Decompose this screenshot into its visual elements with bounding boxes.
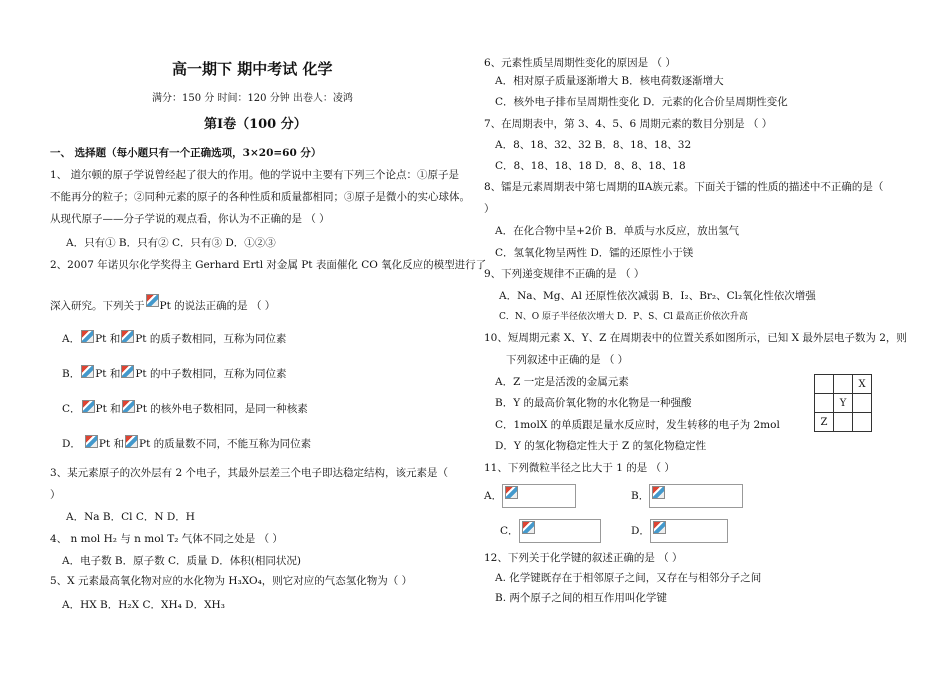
- isotope-image: [121, 330, 134, 343]
- q10-option-d: D．Y 的氢化物稳定性大于 Z 的氢化物稳定性: [495, 440, 707, 452]
- q5-options: A．HX B．H₂X C．XH₄ D．XH₃: [62, 599, 225, 611]
- q2-line2-end: Pt 的说法正确的是 （ ）: [159, 300, 276, 312]
- q1-line3: 从现代原子——分子学说的观点看，你认为不正确的是 （ ）: [50, 213, 330, 225]
- q2-d-text: Pt 的质量数不同，不能互称为同位素: [139, 438, 312, 450]
- isotope-image: [146, 294, 159, 307]
- q1-line1: 1、 道尔顿的原子学说曾经起了很大的作用。他的学说中主要有下列三个论点：①原子是: [50, 169, 460, 181]
- q11-b-label: B．: [631, 490, 650, 502]
- q12-option-b: B. 两个原子之间的相互作用叫化学键: [495, 592, 667, 604]
- grid-cell: [815, 394, 834, 413]
- formula-image-box: [502, 484, 576, 508]
- q4-line: 4、 n mol H₂ 与 n mol T₂ 气体不同之处是 （ ）: [50, 533, 283, 545]
- isotope-image: [82, 400, 95, 413]
- isotope-image: [85, 435, 98, 448]
- q9-options-1: A．Na、Mg、Al 还原性依次减弱 B．I₂、Br₂、Cl₂氧化性依次增强: [499, 290, 816, 302]
- grid-cell: [815, 375, 834, 394]
- q7-options-2: C．8、18、18、18 D．8、8、18、18: [495, 160, 686, 172]
- q1-line2: 不能再分的粒子；②同种元素的原子的各种性质和质量都相同；③原子是微小的实心球体。: [50, 191, 470, 203]
- q11-line: 11、下列微粒半径之比大于 1 的是 （ ）: [484, 462, 675, 474]
- q11-d-label: D．: [631, 525, 650, 537]
- q12-option-a: A. 化学键既存在于相邻原子之间，又存在与相邻分子之间: [495, 572, 762, 584]
- isotope-image: [121, 365, 134, 378]
- exam-title: 高一期下 期中考试 化学: [172, 60, 333, 78]
- part1-heading: 一、 选择题（每小题只有一个正确选项，3×20=60 分）: [50, 147, 322, 159]
- q8-options-1: A．在化合物中呈+2价 B．单质与水反应，放出氢气: [495, 225, 740, 237]
- q11-c-label: C．: [500, 525, 519, 537]
- q11-option-c: [500, 519, 601, 543]
- q10-line2: 下列叙述中正确的是 （ ）: [506, 354, 629, 366]
- grid-cell: [853, 413, 872, 432]
- q2-a-text: Pt 的质子数相同，互称为同位素: [135, 333, 287, 345]
- q2-c-text: Pt 的核外电子数相同，是同一种核素: [135, 403, 308, 415]
- q4-options: A．电子数 B．原子数 C．质量 D．体积(相同状况): [62, 555, 301, 567]
- q2-and: Pt 和: [98, 438, 125, 450]
- q2-line2-start: 深入研究。下列关于: [50, 300, 145, 312]
- q8-line2: ）: [484, 203, 495, 215]
- q10-option-b: B．Y 的最高价氧化物的水化物是一种强酸: [495, 397, 692, 409]
- q9-options-2: C．N、O 原子半径依次增大 D．P、S、Cl 最高正价依次升高: [499, 312, 748, 322]
- q2-b-text: Pt 的中子数相同，互称为同位素: [135, 368, 287, 380]
- formula-image-box: [649, 484, 743, 508]
- isotope-image: [122, 400, 135, 413]
- q11-a-label: A．: [484, 490, 503, 502]
- q6-options-2: C．核外电子排布呈周期性变化 D．元素的化合价呈周期性变化: [495, 96, 788, 108]
- periodic-position-grid: [814, 374, 872, 432]
- grid-cell: [853, 394, 872, 413]
- isotope-image: [81, 330, 94, 343]
- q5-line: 5、X 元素最高氧化物对应的水化物为 H₃XO₄，则它对应的气态氢化物为（ ）: [50, 575, 413, 587]
- q2-option-c: C． Pt 和 Pt 的核外电子数相同，是同一种核素: [62, 400, 308, 416]
- formula-image: [522, 521, 535, 534]
- formula-image: [652, 486, 665, 499]
- formula-image-box: [650, 519, 728, 543]
- q7-line: 7、在周期表中，第 3、4、5、6 周期元素的数目分别是 （ ）: [484, 118, 773, 130]
- q1-options: A．只有① B．只有② C．只有③ D．①②③: [66, 237, 276, 249]
- formula-image-box: [519, 519, 601, 543]
- grid-cell-y: Y: [834, 394, 853, 413]
- section-heading: 第Ⅰ卷（100 分）: [204, 117, 307, 132]
- q2-line2: [50, 294, 275, 313]
- q10-line1: 10、短周期元素 X、Y、Z 在周期表中的位置关系如图所示，已知 X 最外层电子数为 2，则: [484, 332, 907, 344]
- grid-cell-z: Z: [815, 413, 834, 432]
- q2-and: Pt 和: [95, 368, 121, 380]
- grid-cell-x: X: [853, 375, 872, 394]
- q7-options-1: A．8、18、32、32 B．8、18、18、32: [495, 139, 692, 151]
- q3-line1: 3、某元素原子的次外层有 2 个电子，其最外层差三个电子即达稳定结构，该元素是（: [50, 467, 449, 479]
- q2-option-d: D． Pt 和 Pt 的质量数不同，不能互称为同位素: [62, 435, 311, 451]
- q3-options: A．Na B．Cl C．N D．H: [66, 511, 195, 523]
- formula-image: [505, 486, 518, 499]
- q11-option-b: [631, 484, 743, 508]
- q2-option-b: B． Pt 和 Pt 的中子数相同，互称为同位素: [62, 365, 286, 381]
- isotope-image: [125, 435, 138, 448]
- q10-option-c: C．1molX 的单质跟足量水反应时，发生转移的电子为 2mol: [495, 419, 780, 431]
- grid-cell: [834, 375, 853, 394]
- q9-line: 9、下列递变规律不正确的是 （ ）: [484, 268, 645, 280]
- formula-image: [653, 521, 666, 534]
- q11-option-d: [631, 519, 728, 543]
- q3-line2: ）: [50, 489, 61, 501]
- q2-and: Pt 和: [95, 403, 121, 415]
- q2-option-a: A． Pt 和 Pt 的质子数相同，互称为同位素: [62, 330, 286, 346]
- isotope-image: [81, 365, 94, 378]
- q2-line1: 2、2007 年诺贝尔化学奖得主 Gerhard Ertl 对金属 Pt 表面催化 CO 氧化反应的模型进行了: [50, 259, 487, 271]
- q10-option-a: A．Z 一定是活泼的金属元素: [495, 376, 629, 388]
- q8-options-2: C．氢氧化物呈两性 D．镭的还原性小于镁: [495, 247, 694, 259]
- q2-and: Pt 和: [95, 333, 121, 345]
- exam-meta: 满分：150 分 时间：120 分钟 出卷人：凌鸿: [152, 93, 353, 104]
- q6-options-1: A．相对原子质量逐渐增大 B．核电荷数逐渐增大: [495, 75, 724, 87]
- grid-cell: [834, 413, 853, 432]
- q6-line: 6、元素性质呈周期性变化的原因是 （ ）: [484, 57, 676, 69]
- q11-option-a: [484, 484, 576, 508]
- q8-line1: 8、镭是元素周期表中第七周期的ⅡA族元素。下面关于镭的性质的描述中不正确的是（: [484, 181, 884, 193]
- q12-line: 12、下列关于化学键的叙述正确的是 （ ）: [484, 552, 683, 564]
